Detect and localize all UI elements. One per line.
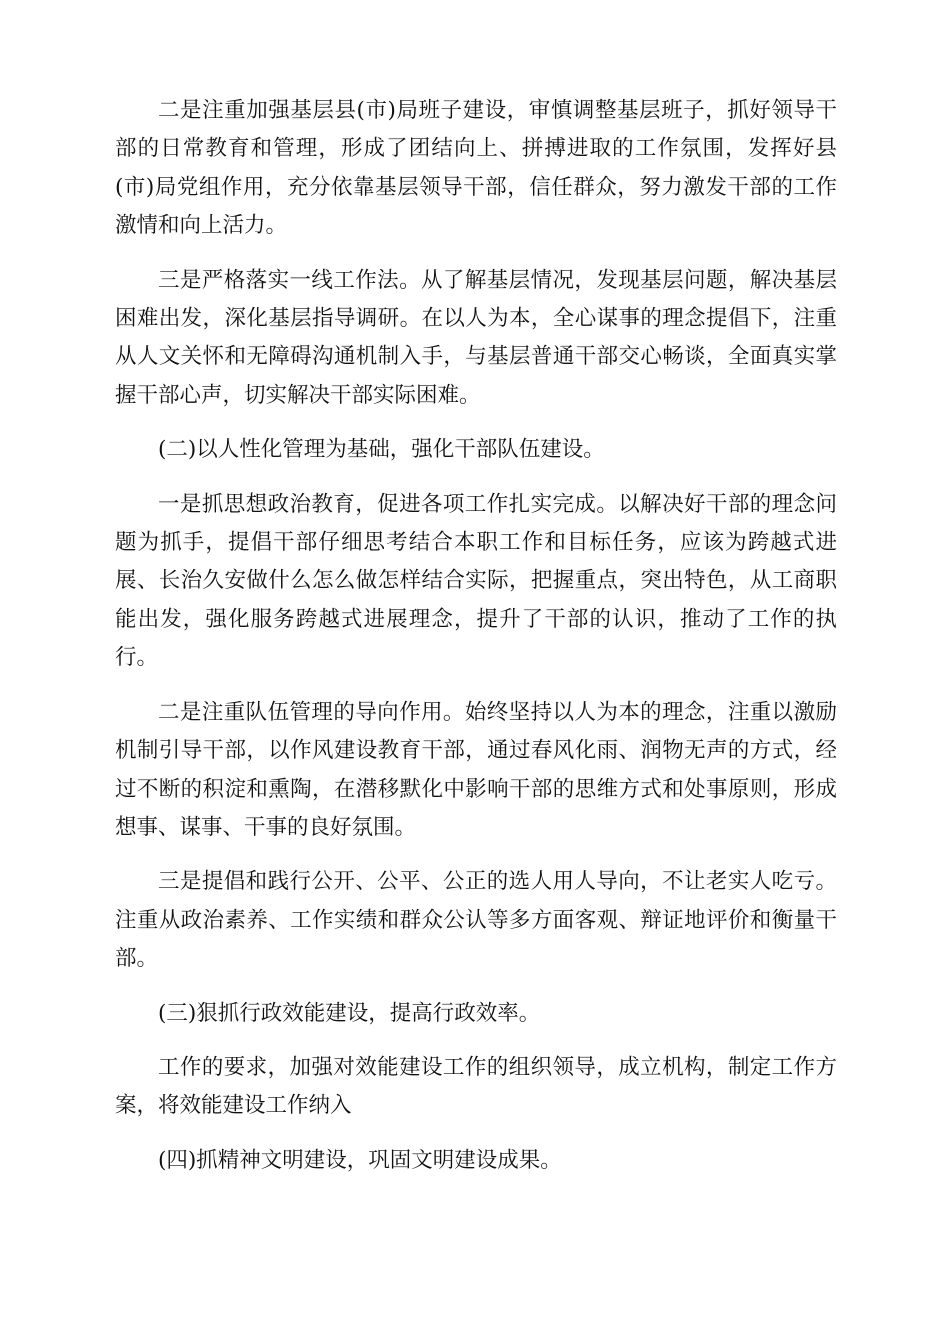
paragraph-frontline-method: 三是严格落实一线工作法。从了解基层情况，发现基层问题，解决基层困难出发，深化基层指导调研。在以人为本，全心谋事的理念提倡下，注重从人文关怀和无障碍沟通机制入手，与基层普通干部交心畅谈，全面真实掌握干部心声，切实解决干部实际困难。 <box>115 267 837 408</box>
paragraph-efficiency-work: 工作的要求，加强对效能建设工作的组织领导，成立机构，制定工作方案，将效能建设工作纳入 <box>115 1054 837 1119</box>
section-heading-spiritual-civilization: (四)抓精神文明建设，巩固文明建设成果。 <box>158 1147 562 1173</box>
section-heading-humanized-management: (二)以人性化管理为基础，强化干部队伍建设。 <box>158 437 605 463</box>
section-heading-administrative-efficiency: (三)狠抓行政效能建设，提高行政效率。 <box>158 1000 541 1026</box>
paragraph-county-leadership: 二是注重加强基层县(市)局班子建设，审慎调整基层班子，抓好领导干部的日常教育和管理，形成了团结向上、拼搏进取的工作氛围，发挥好县(市)局党组作用，充分依靠基层领导干部，信任群众，努力激发干部的工作激情和向上活力。 <box>115 98 837 239</box>
paragraph-political-education: 一是抓思想政治教育，促进各项工作扎实完成。以解决好干部的理念问题为抓手，提倡干部仔细思考结合本职工作和目标任务，应该为跨越式进展、长治久安做什么怎么做怎样结合实际，把握重点，突出特色，从工商职能出发，强化服务跨越式进展理念，提升了干部的认识，推动了工作的执行。 <box>115 491 837 671</box>
paragraph-fair-selection: 三是提倡和践行公开、公平、公正的选人用人导向，不让老实人吃亏。注重从政治素养、工作实绩和群众公认等多方面客观、辩证地评价和衡量干部。 <box>115 869 837 972</box>
paragraph-team-management: 二是注重队伍管理的导向作用。始终坚持以人为本的理念，注重以激励机制引导干部，以作风建设教育干部，通过春风化雨、润物无声的方式，经过不断的积淀和熏陶，在潜移默化中影响干部的思维方式和处事原则，形成想事、谋事、干事的良好氛围。 <box>115 699 837 840</box>
document-page <box>115 92 837 1196</box>
